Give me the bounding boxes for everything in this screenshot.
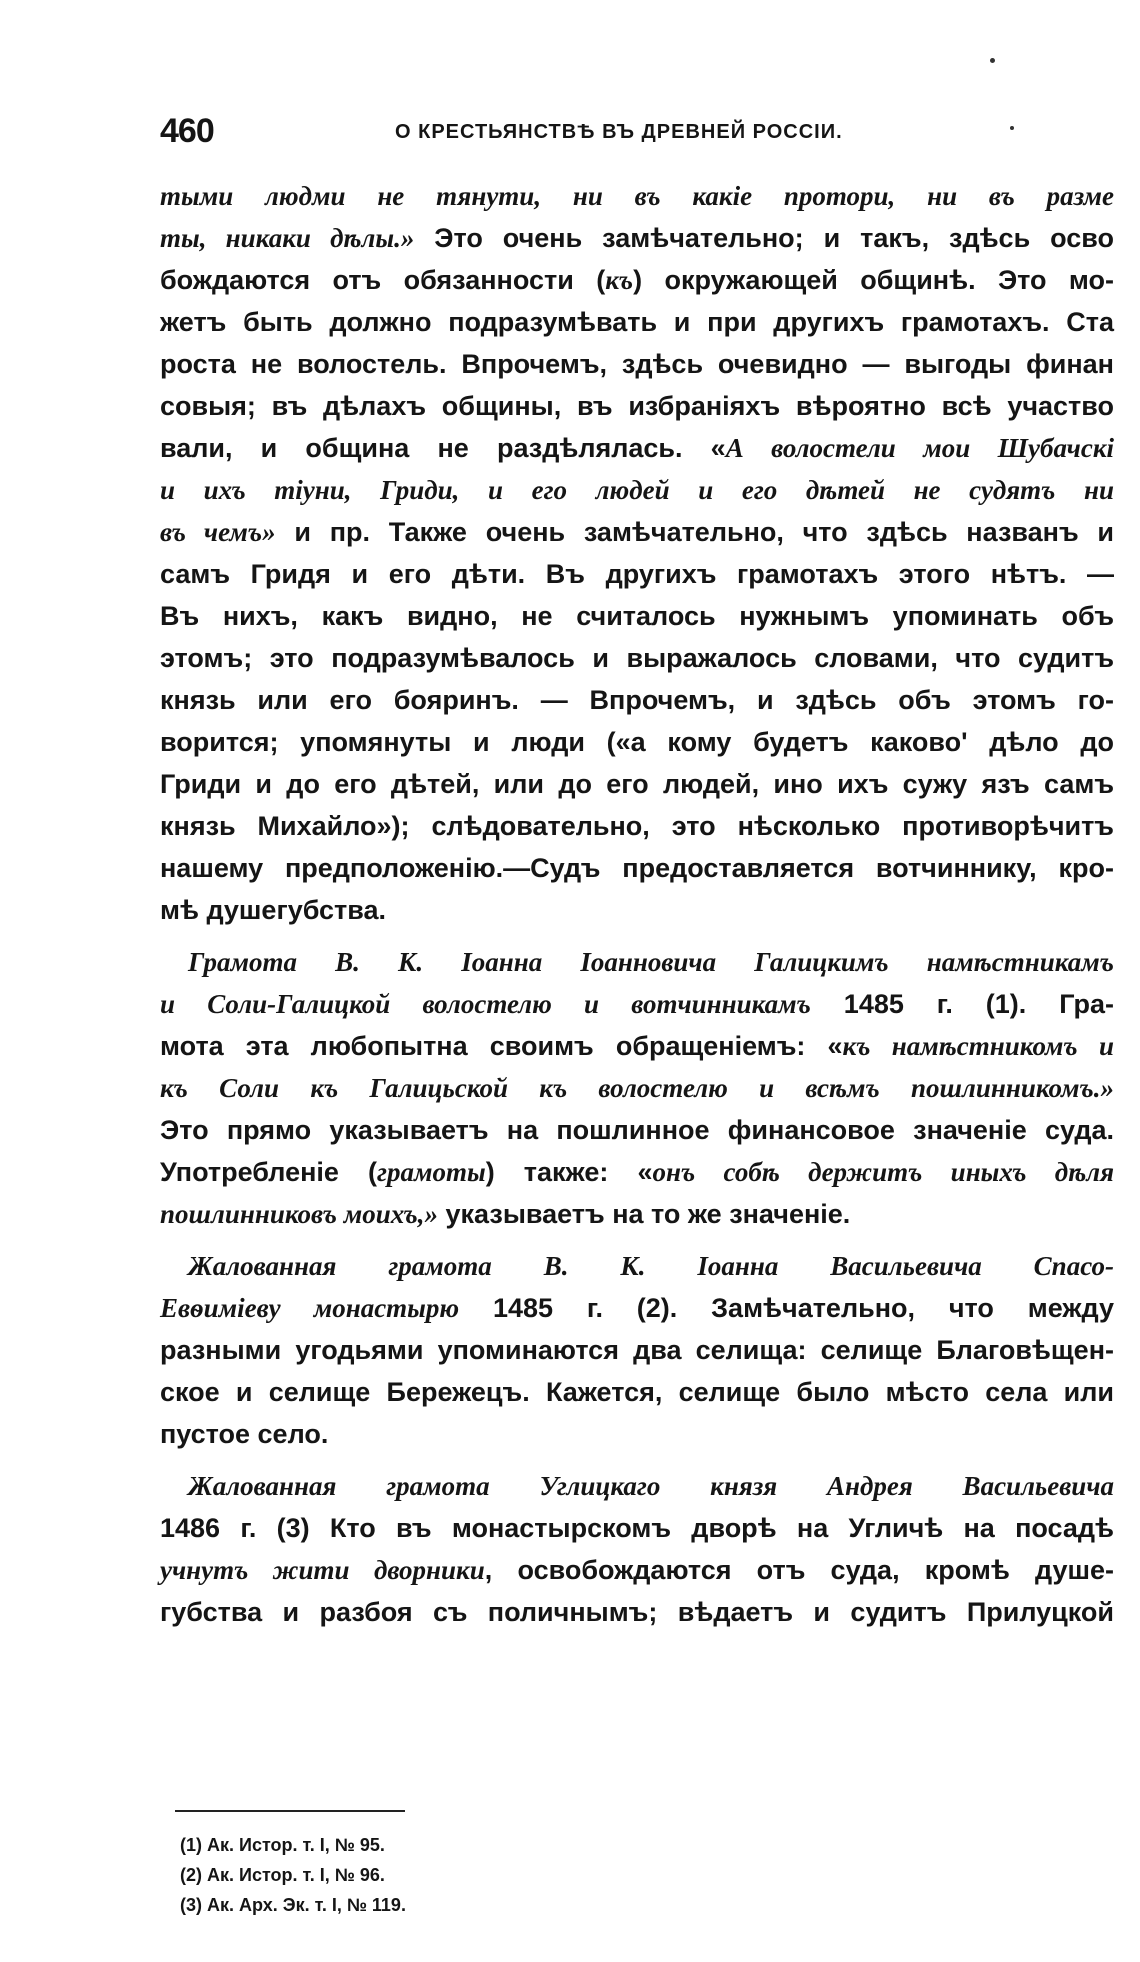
italic-text: Жалованная грамота Углицкаго князя Андрея Васильевича	[188, 1471, 1114, 1501]
text-segment: Въ нихъ, какъ видно, не считалось нужнымъ упоминать объ	[160, 601, 1114, 631]
text-line	[160, 1329, 1114, 1371]
text-segment: Гриди и до его дѣтей, или до его людей, ино ихъ сужу язъ самъ	[160, 769, 1114, 799]
text-segment: ворится; упомянуты и люди («а кому будетъ каково' дѣло до	[160, 727, 1114, 757]
text-line	[160, 217, 1114, 259]
footnote-1: (1) Ак. Истор. т. I, № 95.	[180, 1835, 385, 1855]
text-line	[160, 721, 1114, 763]
text-line	[160, 511, 1114, 553]
text-segment: жетъ быть должно подразумѣвать и при другихъ грамотахъ. Ста	[160, 307, 1114, 337]
text-segment: роста не волостель. Впрочемъ, здѣсь очевидно — выгоды финан	[160, 349, 1114, 379]
text-line	[160, 847, 1114, 889]
italic-text: онъ собѣ держитъ иныхъ дѣля	[652, 1157, 1114, 1187]
text-line	[160, 1507, 1114, 1549]
text-segment: совыя; въ дѣлахъ общины, въ избраніяхъ вѣроятно всѣ участво	[160, 391, 1114, 421]
text-segment: указываетъ на то же значеніе.	[438, 1199, 851, 1229]
italic-text: и Соли-Галицкой волостелю и вотчинникамъ	[160, 989, 811, 1019]
italic-text: Жалованная грамота В. К. Іоанна Васильевича Спасо-	[188, 1251, 1114, 1281]
body-text	[160, 175, 1114, 1633]
text-line	[160, 805, 1114, 847]
print-speck	[990, 58, 995, 63]
italic-text: ты, никаки дѣлы.»	[160, 223, 415, 253]
text-line	[160, 763, 1114, 805]
text-segment: Это прямо указываетъ на пошлинное финансовое значеніе суда.	[160, 1115, 1114, 1145]
running-head: О КРЕСТЬЯНСТВѢ ВЪ ДРЕВНЕЙ РОССІИ.	[395, 121, 843, 143]
text-segment: , освобождаются отъ суда, кромѣ душе-	[484, 1555, 1115, 1585]
italic-text: и ихъ тіуни, Гриди, и его людей и его дѣтей не судятъ ни	[160, 475, 1114, 505]
text-line	[160, 1465, 1114, 1507]
italic-text: къ Соли къ Галицьской къ волостелю и всѣмъ пошлинникомъ.»	[160, 1073, 1114, 1103]
text-segment: этомъ; это подразумѣвалось и выражалось словами, что судитъ	[160, 643, 1114, 673]
text-segment: пустое село.	[160, 1419, 329, 1449]
text-line	[160, 1287, 1114, 1329]
text-line	[160, 595, 1114, 637]
text-line	[160, 553, 1114, 595]
text-segment: губства и разбоя съ поличнымъ; вѣдаетъ и судитъ Прилуцкой	[160, 1597, 1114, 1627]
text-segment: 1485 г. (1). Гра-	[810, 989, 1114, 1019]
text-line	[160, 637, 1114, 679]
text-line	[160, 1413, 1114, 1455]
text-line	[160, 941, 1114, 983]
page-number: 460	[160, 112, 214, 150]
italic-text: Евѳиміеву монастырю	[160, 1293, 460, 1323]
text-line	[160, 1591, 1114, 1633]
text-segment: 1485 г. (2). Замѣчательно, что между	[459, 1293, 1114, 1323]
text-segment: ское и селище Бережецъ. Кажется, селище было мѣсто села или	[160, 1377, 1114, 1407]
italic-text: учнутъ жити дворники	[160, 1555, 485, 1585]
italic-text: грамоты	[377, 1157, 486, 1187]
text-line	[160, 1549, 1114, 1591]
footnotes	[180, 1830, 406, 1920]
text-line	[160, 385, 1114, 427]
text-segment: и пр. Также очень замѣчательно, что здѣсь названъ и	[275, 517, 1114, 547]
italic-text: пошлинниковъ моихъ,»	[160, 1199, 439, 1229]
text-segment: бождаются отъ обязанности (	[160, 265, 606, 295]
footnote-3: (3) Ак. Арх. Эк. т. I, № 119.	[180, 1895, 406, 1915]
text-segment: князь Михайло»); слѣдовательно, это нѣсколько противорѣчитъ	[160, 811, 1114, 841]
text-line	[160, 175, 1114, 217]
italic-text: тыми людми не тянути, ни въ какіе протори, ни въ разме	[160, 181, 1114, 211]
text-segment: вали, и община не раздѣлялась. «	[160, 433, 726, 463]
text-line	[160, 983, 1114, 1025]
text-segment: мѣ душегубства.	[160, 895, 387, 925]
text-segment: ) также: «	[485, 1157, 653, 1187]
text-line	[160, 1371, 1114, 1413]
italic-text: къ намѣстникомъ и	[842, 1031, 1115, 1061]
text-segment: Употребленіе (	[160, 1157, 378, 1187]
text-line	[160, 1151, 1114, 1193]
text-segment: разными угодьями упоминаются два селища: селище Благовѣщен-	[160, 1335, 1114, 1365]
print-speck	[1010, 126, 1014, 130]
text-line	[160, 1025, 1114, 1067]
text-segment: ) окружающей общинѣ. Это мо-	[633, 265, 1114, 295]
text-segment: нашему предположенію.—Судъ предоставляется вотчиннику, кро-	[160, 853, 1114, 883]
text-segment: мота эта любопытна своимъ обращеніемъ: «	[160, 1031, 843, 1061]
text-segment: князь или его бояринъ. — Впрочемъ, и здѣсь объ этомъ го-	[160, 685, 1114, 715]
text-line	[160, 259, 1114, 301]
footnote-rule	[175, 1810, 405, 1812]
text-segment: самъ Гридя и его дѣти. Въ другихъ грамотахъ этого нѣтъ. —	[160, 559, 1114, 589]
italic-text: А волостели мои Шубачскі	[725, 433, 1115, 463]
text-line	[160, 1245, 1114, 1287]
text-line	[160, 679, 1114, 721]
text-line	[160, 427, 1114, 469]
text-segment: Это очень замѣчательно; и такъ, здѣсь осво	[414, 223, 1115, 253]
text-line	[160, 1109, 1114, 1151]
text-line	[160, 343, 1114, 385]
footnote-2: (2) Ак. Истор. т. I, № 96.	[180, 1865, 385, 1885]
text-line	[160, 469, 1114, 511]
text-segment: 1486 г. (3) Кто въ монастырскомъ дворѣ на Угличѣ на посадѣ	[160, 1513, 1114, 1543]
italic-text: Грамота В. К. Іоанна Іоанновича Галицкимъ намѣстникамъ	[188, 947, 1114, 977]
text-line	[160, 1193, 1114, 1235]
italic-text: къ	[605, 265, 634, 295]
italic-text: въ чемъ»	[160, 517, 276, 547]
page-header	[160, 112, 1030, 152]
text-line	[160, 301, 1114, 343]
text-line	[160, 1067, 1114, 1109]
text-line	[160, 889, 1114, 931]
